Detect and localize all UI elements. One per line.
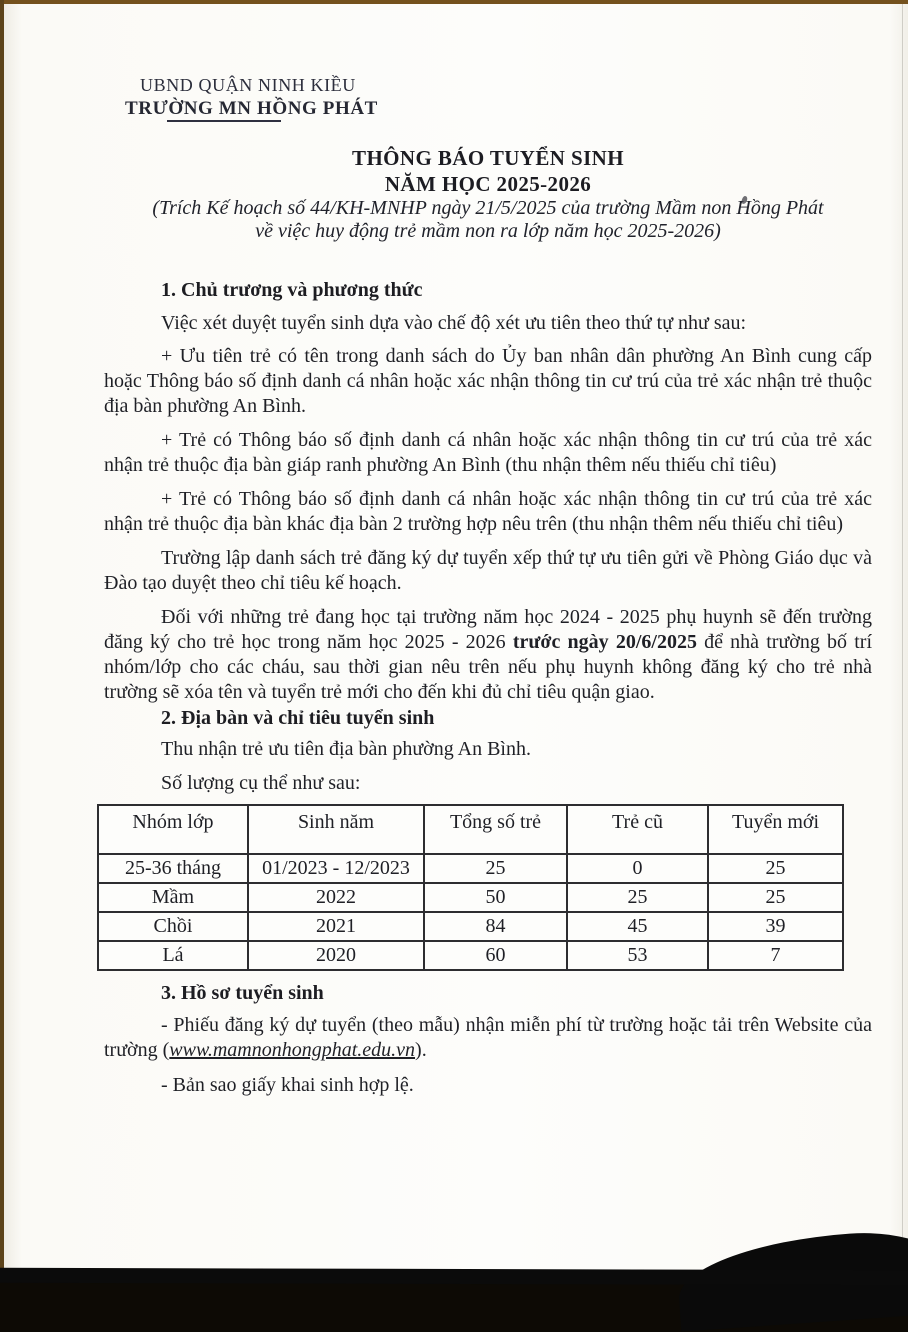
section1-paragraph-2: + Ưu tiên trẻ có tên trong danh sách do Ủy ban nhân dân phường An Bình cung cấp hoặc Thông báo số định danh cá nhân hoặc xác nhận thông tin cư trú của trẻ xác nhận trẻ thuộc địa bàn phường An Bình. <box>104 345 872 417</box>
table-header-row <box>98 805 843 854</box>
school-website-url: www.mamnonhongphat.edu.vn <box>169 1039 416 1061</box>
doc-subtitle-line-1: (Trích Kế hoạch số 44/KH-MNHP ngày 21/5/2025 của trường Mầm non Hồng Phát <box>152 197 824 219</box>
section3-heading: 3. Hồ sơ tuyển sinh <box>161 982 324 1004</box>
cell-returning: 25 <box>567 883 708 912</box>
document-title-block <box>104 145 872 243</box>
cell-returning: 53 <box>567 941 708 970</box>
org-parent-name: UBND QUẬN NINH KIỀU <box>140 75 356 95</box>
paper-sheet <box>4 4 908 1270</box>
section3-paragraph-2: - Bản sao giấy khai sinh hợp lệ. <box>161 1074 414 1096</box>
paragraph-text: ). <box>415 1039 427 1061</box>
cell-total: 50 <box>424 883 567 912</box>
org-name-underline <box>167 120 281 122</box>
cell-class-group: Chồi <box>98 912 248 941</box>
cell-class-group: Lá <box>98 941 248 970</box>
table-row <box>98 912 843 941</box>
cell-birth-year: 2020 <box>248 941 424 970</box>
cell-new: 39 <box>708 912 843 941</box>
issuing-org-block <box>104 74 872 121</box>
section1-paragraph-6 <box>104 605 872 705</box>
section1-paragraph-5: Trường lập danh sách trẻ đăng ký dự tuyển xếp thứ tự ưu tiên gửi về Phòng Giáo dục và Đào tạo duyệt theo chỉ tiêu kế hoạch. <box>104 547 872 594</box>
section2-paragraph-1: Thu nhận trẻ ưu tiên địa bàn phường An Bình. <box>161 738 531 760</box>
section2-paragraph-2: Số lượng cụ thể như sau: <box>161 772 361 794</box>
cell-returning: 45 <box>567 912 708 941</box>
section1-paragraph-4: + Trẻ có Thông báo số định danh cá nhân hoặc xác nhận thông tin cư trú của trẻ xác nhận trẻ thuộc địa bàn khác địa bàn 2 trường hợp nêu trên (thu nhận thêm nếu thiếu chỉ tiêu) <box>104 488 872 535</box>
cell-total: 25 <box>424 854 567 883</box>
deadline-emphasis: trước ngày 20/6/2025 <box>512 631 697 653</box>
enrollment-quota-table <box>97 804 844 971</box>
doc-subtitle-line-2: về việc huy động trẻ mầm non ra lớp năm học 2025-2026) <box>255 220 721 242</box>
doc-title-line-2: NĂM HỌC 2025-2026 <box>384 172 592 196</box>
col-header-birth-year: Sinh năm <box>248 805 424 854</box>
paragraph-text: Đối với những trẻ đang học tại trường năm học 2024 - 2025 phụ huynh sẽ đến trường đăng ký cho trẻ học trong năm học 2025 - 2026 <box>104 606 872 653</box>
cell-total: 60 <box>424 941 567 970</box>
paragraph-text: - Phiếu đăng ký dự tuyển (theo mẫu) nhận miễn phí từ trường hoặc tải trên Website của trường ( <box>104 1014 872 1061</box>
col-header-class-group: Nhóm lớp <box>98 805 248 854</box>
col-header-returning: Trẻ cũ <box>567 805 708 854</box>
section3-paragraph-1 <box>104 1013 872 1063</box>
table-row <box>98 854 843 883</box>
section1-paragraph-3: + Trẻ có Thông báo số định danh cá nhân hoặc xác nhận thông tin cư trú của trẻ xác nhận trẻ thuộc địa bàn giáp ranh phường An Bình (thu nhận thêm nếu thiếu chỉ tiêu) <box>104 429 872 476</box>
cell-class-group: 25-36 tháng <box>98 854 248 883</box>
paragraph-text: để nhà trường bố trí nhóm/lớp cho các cháu, sau thời gian nêu trên nếu phụ huynh không đăng ký cho trẻ nhà trường sẽ xóa tên và tuyển trẻ mới cho đến khi đủ chỉ tiêu quận giao. <box>104 631 872 703</box>
section1-paragraph-1: Việc xét duyệt tuyển sinh dựa vào chế độ xét ưu tiên theo thứ tự như sau: <box>161 312 747 334</box>
cell-returning: 0 <box>567 854 708 883</box>
cell-new: 7 <box>708 941 843 970</box>
scan-bottom-band <box>0 1268 908 1285</box>
cell-new: 25 <box>708 883 843 912</box>
cell-birth-year: 2021 <box>248 912 424 941</box>
cell-total: 84 <box>424 912 567 941</box>
cell-class-group: Mầm <box>98 883 248 912</box>
cell-birth-year: 01/2023 - 12/2023 <box>248 854 424 883</box>
col-header-new-intake: Tuyển mới <box>708 805 843 854</box>
doc-title-line-1: THÔNG BÁO TUYỂN SINH <box>352 146 624 170</box>
table-row <box>98 883 843 912</box>
cell-birth-year: 2022 <box>248 883 424 912</box>
section1-heading: 1. Chủ trương và phương thức <box>161 279 423 301</box>
table-row <box>98 941 843 970</box>
section2-heading: 2. Địa bàn và chỉ tiêu tuyển sinh <box>161 707 435 729</box>
col-header-total-children: Tổng số trẻ <box>424 805 567 854</box>
document-content <box>4 4 908 1098</box>
cell-new: 25 <box>708 854 843 883</box>
org-school-name: TRƯỜNG MN HỒNG PHÁT <box>125 98 378 119</box>
